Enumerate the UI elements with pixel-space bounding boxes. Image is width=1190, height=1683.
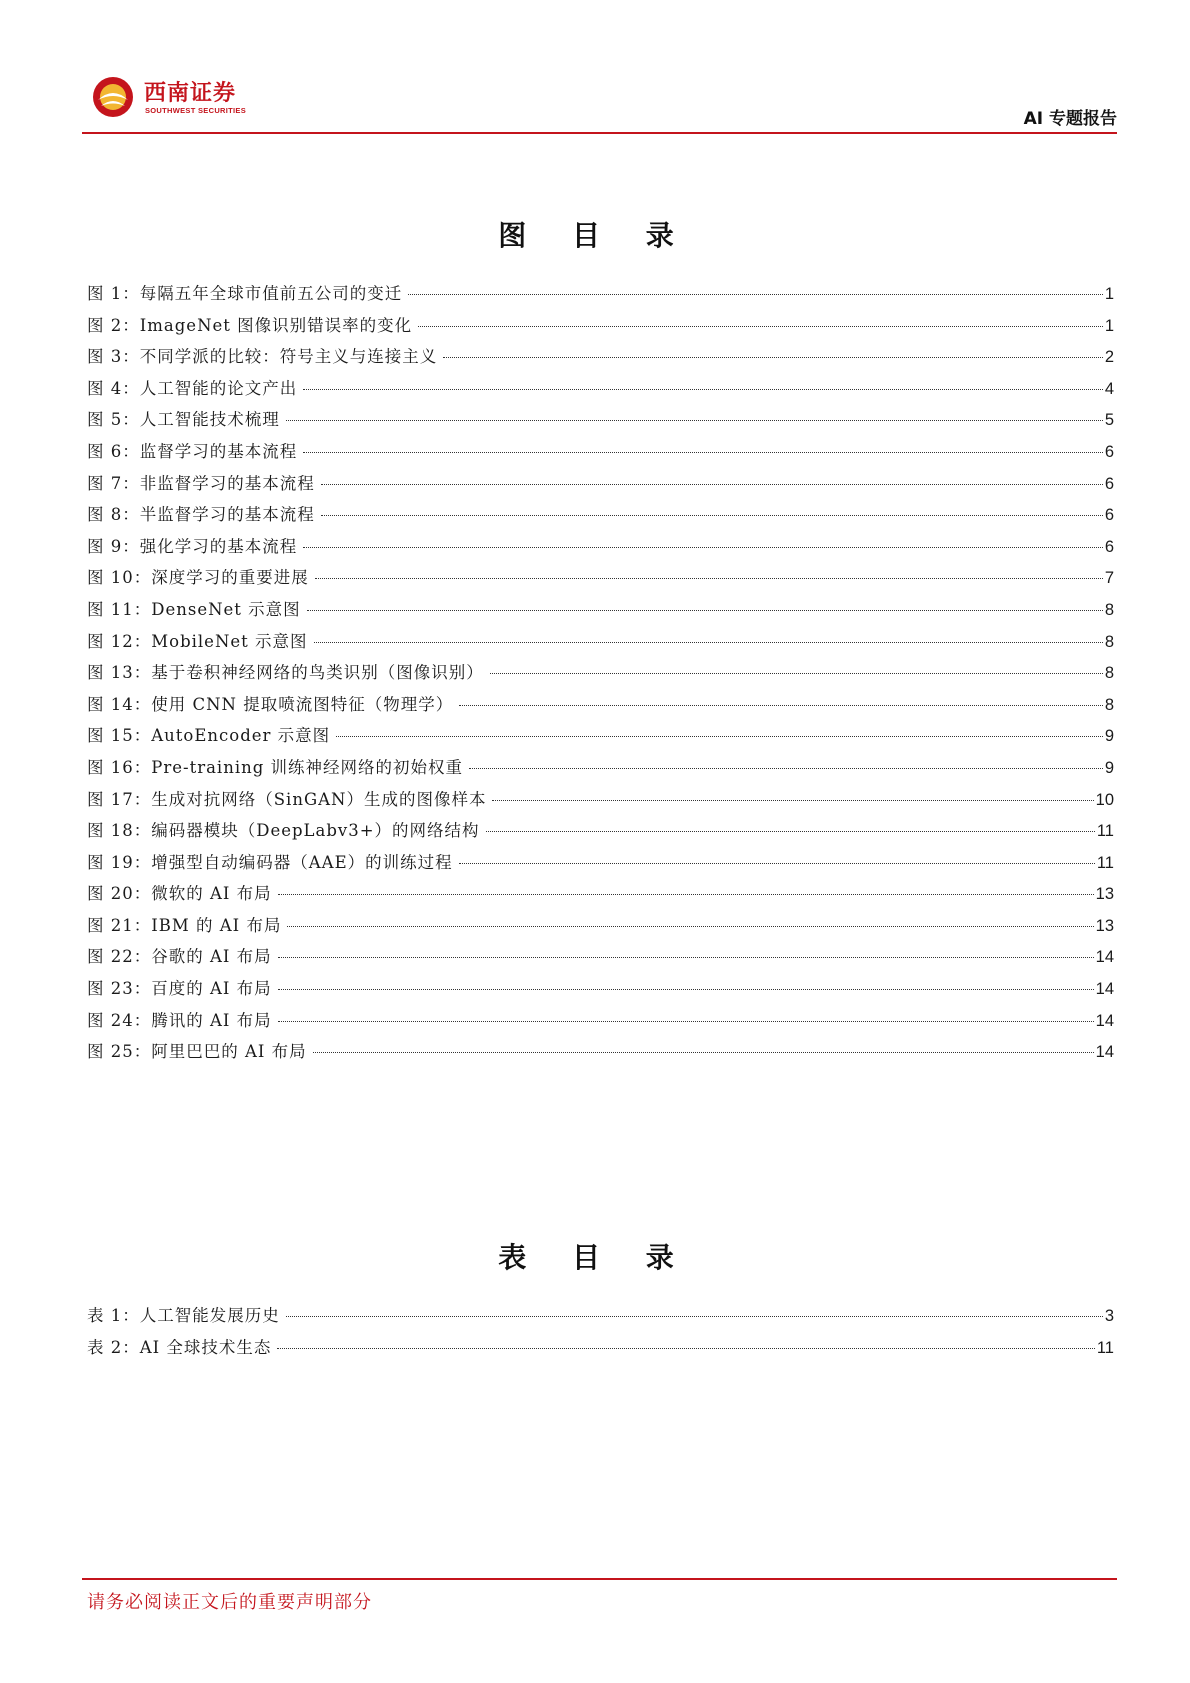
- dot-leader: [278, 1021, 1094, 1022]
- page-header: [82, 68, 1117, 134]
- figure-entry-label: 图 10：深度学习的重要进展: [87, 568, 309, 588]
- figure-entry[interactable]: [87, 312, 1114, 344]
- figure-entry-label: 图 16：Pre-training 训练神经网络的初始权重: [87, 757, 464, 777]
- figure-entry-label: 图 24：腾讯的 AI 布局: [87, 1010, 272, 1030]
- dot-leader: [307, 610, 1103, 611]
- table-entry-page-number: 3: [1104, 1307, 1114, 1325]
- dot-leader: [486, 831, 1095, 832]
- figure-entry-label: 图 19：增强型自动编码器（AAE）的训练过程: [87, 852, 453, 872]
- dot-leader: [278, 989, 1094, 990]
- dot-leader: [315, 578, 1103, 579]
- figure-entry-page-number: 14: [1095, 1043, 1114, 1062]
- figure-entry[interactable]: [87, 438, 1114, 470]
- dot-leader: [303, 547, 1103, 548]
- figure-entry[interactable]: [87, 1038, 1114, 1070]
- dot-leader: [492, 800, 1093, 801]
- figure-entry-label: 图 12：MobileNet 示意图: [87, 631, 308, 651]
- disclaimer-note: 请务必阅读正文后的重要声明部分: [87, 1592, 372, 1613]
- figure-entry-page-number: 1: [1104, 285, 1114, 303]
- figure-entry[interactable]: [87, 343, 1114, 375]
- figure-entry-page-number: 5: [1104, 411, 1114, 430]
- table-entry[interactable]: [87, 1302, 1114, 1334]
- figure-entry-page-number: 9: [1104, 758, 1114, 777]
- logo-chinese-name: 西南证券: [144, 80, 237, 106]
- figure-entry-label: 图 23：百度的 AI 布局: [87, 979, 272, 999]
- dot-leader: [321, 484, 1103, 485]
- table-entry-page-number: 11: [1096, 1338, 1114, 1357]
- figure-entry-label: 图 9：强化学习的基本流程: [87, 536, 298, 556]
- dot-leader: [336, 736, 1103, 737]
- figure-entry[interactable]: [87, 375, 1114, 407]
- figure-entry-label: 图 20：微软的 AI 布局: [87, 884, 272, 904]
- figure-entry[interactable]: [87, 564, 1114, 596]
- report-type-label: AI 专题报告: [1023, 109, 1117, 129]
- figure-entry-label: 图 6：监督学习的基本流程: [87, 441, 298, 461]
- figure-entry-page-number: 6: [1104, 537, 1114, 556]
- logo-english-name: SOUTHWEST SECURITIES: [145, 106, 247, 115]
- figure-entry[interactable]: [87, 786, 1114, 818]
- dot-leader: [286, 420, 1103, 421]
- figure-entry[interactable]: [87, 1007, 1114, 1039]
- figure-entry-label: 图 17：生成对抗网络（SinGAN）生成的图像样本: [87, 789, 487, 809]
- figure-entry[interactable]: [87, 533, 1114, 565]
- figure-entry[interactable]: [87, 817, 1114, 849]
- table-entry-label: 表 1：人工智能发展历史: [87, 1306, 280, 1325]
- table-entry-label: 表 2：AI 全球技术生态: [87, 1337, 272, 1357]
- dot-leader: [286, 1316, 1103, 1317]
- figure-entry[interactable]: [87, 596, 1114, 628]
- figure-entry[interactable]: [87, 628, 1114, 660]
- figure-entry-page-number: 2: [1104, 348, 1114, 367]
- figure-entry[interactable]: [87, 943, 1114, 975]
- table-index-title: 表 目 录: [498, 1241, 692, 1274]
- figure-entry[interactable]: [87, 912, 1114, 944]
- figure-entry-label: 图 25：阿里巴巴的 AI 布局: [87, 1042, 307, 1062]
- dot-leader: [443, 357, 1103, 358]
- figure-entry-label: 图 8：半监督学习的基本流程: [87, 505, 315, 525]
- figure-entry[interactable]: [87, 754, 1114, 786]
- figure-entry-label: 图 22：谷歌的 AI 布局: [87, 947, 272, 967]
- figure-entry-page-number: 14: [1095, 980, 1114, 999]
- dot-leader: [303, 452, 1103, 453]
- figure-entry-page-number: 4: [1104, 379, 1114, 398]
- figure-entry-label: 图 2：ImageNet 图像识别错误率的变化: [87, 315, 413, 335]
- figure-entry-label: 图 15：AutoEncoder 示意图: [87, 726, 331, 746]
- company-logo-icon: [92, 76, 134, 118]
- dot-leader: [303, 389, 1103, 390]
- figure-entry-label: 图 13：基于卷积神经网络的鸟类识别（图像识别）: [87, 663, 484, 683]
- figure-entry[interactable]: [87, 691, 1114, 723]
- figure-entry[interactable]: [87, 880, 1114, 912]
- figure-entry-label: 图 5：人工智能技术梳理: [87, 410, 280, 430]
- figure-entry-page-number: 8: [1104, 632, 1114, 651]
- figure-entry-page-number: 8: [1104, 695, 1114, 714]
- dot-leader: [490, 673, 1103, 674]
- figure-entry-label: 图 14：使用 CNN 提取喷流图特征（物理学）: [87, 694, 454, 714]
- figure-entry-page-number: 9: [1104, 727, 1114, 746]
- dot-leader: [313, 1052, 1094, 1053]
- figure-entry[interactable]: [87, 722, 1114, 754]
- figure-entry-page-number: 11: [1096, 822, 1114, 841]
- dot-leader: [459, 705, 1103, 706]
- dot-leader: [314, 642, 1103, 643]
- figure-entry[interactable]: [87, 849, 1114, 881]
- figure-entry[interactable]: [87, 659, 1114, 691]
- figure-entry-page-number: 13: [1095, 885, 1114, 904]
- figure-entry[interactable]: [87, 406, 1114, 438]
- figure-entry-page-number: 8: [1104, 600, 1114, 619]
- dot-leader: [459, 863, 1095, 864]
- figure-entry[interactable]: [87, 280, 1114, 312]
- dot-leader: [278, 957, 1094, 958]
- dot-leader: [287, 926, 1093, 927]
- figure-entry[interactable]: [87, 470, 1114, 502]
- figure-entry-label: 图 3：不同学派的比较：符号主义与连接主义: [87, 347, 438, 367]
- figure-entry-page-number: 6: [1104, 474, 1114, 493]
- figure-entry-label: 图 21：IBM 的 AI 布局: [87, 915, 282, 935]
- figure-index-list: [87, 280, 1114, 1070]
- figure-entry-page-number: 1: [1104, 316, 1114, 335]
- figure-entry-page-number: 10: [1095, 790, 1114, 809]
- dot-leader: [278, 894, 1094, 895]
- figure-entry-page-number: 14: [1095, 948, 1114, 967]
- table-index-list: [87, 1302, 1114, 1365]
- figure-index-title: 图 目 录: [498, 219, 692, 252]
- dot-leader: [418, 326, 1103, 327]
- figure-entry-label: 图 4：人工智能的论文产出: [87, 378, 298, 398]
- figure-entry-label: 图 18：编码器模块（DeepLabv3+）的网络结构: [87, 821, 480, 841]
- figure-entry-page-number: 6: [1104, 506, 1114, 525]
- dot-leader: [321, 515, 1103, 516]
- figure-entry-page-number: 11: [1096, 853, 1114, 872]
- table-entry[interactable]: [87, 1334, 1114, 1366]
- dot-leader: [408, 294, 1103, 295]
- figure-entry-label: 图 11：DenseNet 示意图: [87, 599, 301, 619]
- figure-entry-page-number: 6: [1104, 442, 1114, 461]
- figure-entry-page-number: 14: [1095, 1011, 1114, 1030]
- dot-leader: [277, 1348, 1094, 1349]
- figure-entry[interactable]: [87, 501, 1114, 533]
- figure-entry-page-number: 7: [1104, 569, 1114, 588]
- company-logo: [92, 74, 292, 124]
- figure-entry-label: 图 1：每隔五年全球市值前五公司的变迁: [87, 284, 403, 303]
- figure-entry-page-number: 13: [1095, 916, 1114, 935]
- footer-divider: [82, 1578, 1117, 1580]
- figure-entry-page-number: 8: [1104, 664, 1114, 683]
- figure-entry[interactable]: [87, 975, 1114, 1007]
- header-divider: [82, 132, 1117, 134]
- dot-leader: [469, 768, 1103, 769]
- figure-entry-label: 图 7：非监督学习的基本流程: [87, 473, 315, 493]
